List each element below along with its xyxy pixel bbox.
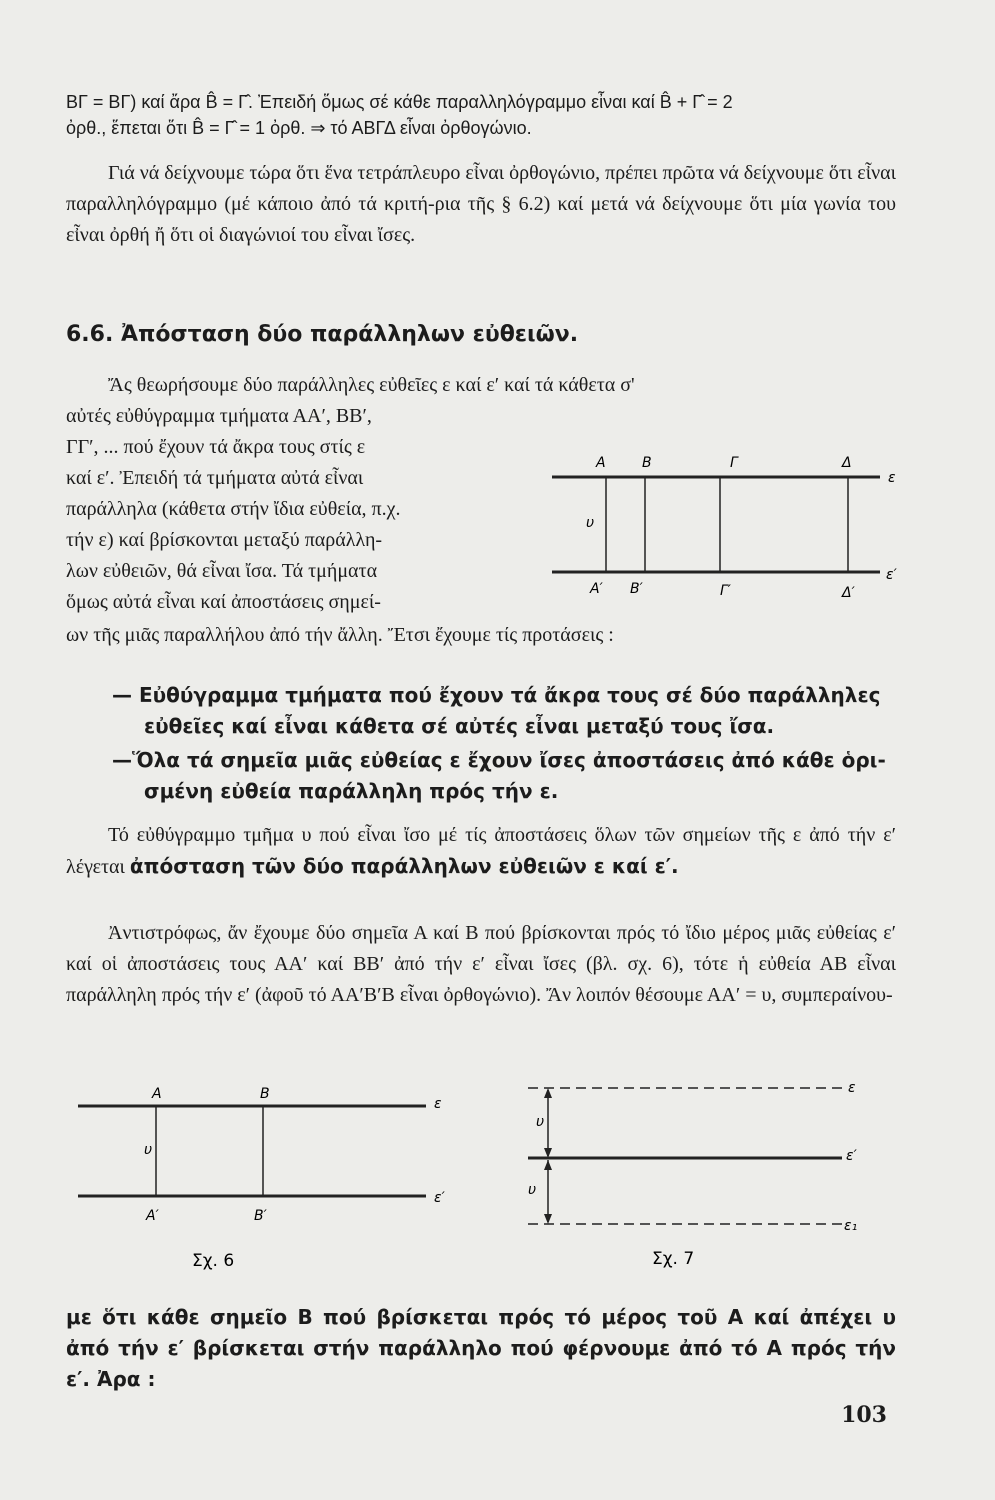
intro-line-5: παράλληλα (κάθετα στήν ἴδια εὐθεία, π.χ. (66, 498, 401, 520)
fig6-label-B-prime: Β′ (254, 1208, 267, 1224)
definition-term: ἀπόσταση τῶν δύο παράλληλων εὐθειῶν ε καί ε′. (129, 854, 679, 878)
fig6-label-A: Α (152, 1086, 162, 1102)
label-e-prime: ε′ (886, 567, 897, 583)
paragraph-conclusion: με ὅτι κάθε σημεῖο Β πού βρίσκεται πρός τό μέρος τοῦ Α καί ἀπέχει υ ἀπό τήν ε′ βρίσκεται στήν παράλληλο πού φέρνουμε ἀπό τό Α πρός τήν ε′. Ἀρα : (66, 1305, 896, 1391)
label-B: Β (642, 455, 652, 471)
label-A: Α (596, 455, 606, 471)
intro-line-2: αὐτές εὐθύγραμμα τμήματα ΑΑ′, ΒΒ′, (66, 405, 372, 427)
section-heading: 6.6. Ἀπόσταση δύο παράλληλων εὐθειῶν. (66, 322, 579, 347)
label-G: Γ (730, 455, 738, 471)
figure-7 (520, 1072, 880, 1272)
fig7-label-u-lower: υ (528, 1182, 537, 1198)
fig7-arrow-down-2 (544, 1214, 552, 1224)
intro-line-4: καί ε′. Ἐπειδή τά τμήματα αὐτά εἶναι (66, 467, 364, 489)
fig6-caption: Σχ. 6 (192, 1251, 235, 1271)
label-A-prime: Α′ (590, 581, 603, 597)
fig6-label-B: Β (260, 1086, 270, 1102)
intro-line-7: λων εὐθειῶν, θά εἶναι ἴσα. Τά τμήματα (66, 560, 378, 582)
fig7-arrow-up-2 (544, 1160, 552, 1170)
fig7-label-e-prime: ε′ (846, 1148, 857, 1164)
label-D: Δ (842, 455, 852, 471)
fig7-arrow-up-1 (544, 1088, 552, 1098)
intro-line-8: ὅμως αὐτά εἶναι καί ἀποστάσεις σημεί- (66, 591, 381, 613)
label-B-prime: Β′ (630, 581, 643, 597)
top-line-2: ὀρθ., ἕπεται ὅτι B̂ = Γ̂ = 1 ὀρθ. ⇒ τό ΑΒΓΔ εἶναι ὀρθογώνιο. (66, 118, 532, 138)
fig7-label-e: ε (848, 1080, 856, 1096)
figure-6 (70, 1080, 470, 1280)
intro-line-3: ΓΓ′, ... πού ἔχουν τά ἄκρα τους στίς ε (66, 436, 366, 458)
label-e: ε (888, 470, 896, 486)
intro-line-1: Ἄς θεωρήσουμε δύο παράλληλες εὐθεῖες ε καί ε′ καί τά κάθετα σ' (108, 374, 635, 396)
intro-line-6: τήν ε) καί βρίσκονται μεταξύ παράλλη- (66, 529, 383, 551)
intro-line-9: ων τῆς μιᾶς παραλλήλου ἀπό τήν ἄλλη. Ἔτσι ἔχουμε τίς προτάσεις : (66, 624, 614, 646)
page-number: 103 (841, 1402, 887, 1428)
definition-text: Τό εὐθύγραμμο τμῆμα υ πού εἶναι ἴσο μέ τίς ἀποστάσεις ὅλων τῶν σημείων τῆς ε ἀπό τήν ε′ λέγεται (66, 824, 896, 878)
fig7-label-u-upper: υ (536, 1114, 545, 1130)
label-G-prime: Γ′ (720, 583, 731, 599)
fig7-caption: Σχ. 7 (652, 1249, 695, 1269)
fig7-label-e1: ε₁ (844, 1218, 858, 1234)
paragraph-definition (66, 820, 896, 883)
paragraph-converse: Ἀντιστρόφως, ἄν ἔχουμε δύο σημεῖα Α καί Β πού βρίσκονται πρός τό ἴδιο μέρος μιᾶς εὐθείας ε′ καί οἱ ἀποστάσεις τους ΑΑ′ καί ΒΒ′ ἀπό τήν ε′ εἶναι ἴσες (βλ. σχ. 6), τότε ἡ εὐθεία ΑΒ εἶναι παράλληλη πρός τήν ε′ (ἀφοῦ τό ΑΑ′Β′Β εἶναι ὀρθογώνιο). Ἄν λοιπόν θέσουμε ΑΑ′ = υ, συμπεραίνου- (66, 922, 896, 1006)
label-u: υ (586, 515, 595, 531)
label-D-prime: Δ′ (842, 585, 855, 601)
parallel-lines-figure (540, 445, 910, 605)
fig6-label-e-prime: ε′ (434, 1190, 445, 1206)
fig6-label-A-prime: Α′ (146, 1208, 159, 1224)
top-line-1: ΒΓ = ΒΓ) καί ἄρα B̂ = Γ̂. Ἐπειδή ὅμως σέ κάθε παραλληλόγραμμο εἶναι καί B̂ + Γ̂ = 2 (66, 92, 733, 112)
fig6-label-u: υ (144, 1142, 153, 1158)
proposition-2: —Ὅλα τά σημεῖα μιᾶς εὐθείας ε ἔχουν ἴσες ἀποστάσεις ἀπό κάθε ὁρι-σμένη εὐθεία παράλληλη πρός τήν ε. (112, 748, 886, 803)
fig6-label-e: ε (434, 1096, 442, 1112)
paragraph-rectangle-criteria: Γιά νά δείχνουμε τώρα ὅτι ἕνα τετράπλευρο εἶναι ὀρθογώνιο, πρέπει πρῶτα νά δείχνουμε ὅτι εἶναι παραλληλόγραμμο (μέ κάποιο ἀπό τά κριτή-ρια τῆς § 6.2) καί μετά νά δείχνουμε ὅτι μία γωνία του εἶναι ὀρθή ἤ ὅτι οἱ διαγώνιοί του εἶναι ἴσες. (66, 162, 896, 246)
proposition-1: — Εὐθύγραμμα τμήματα πού ἔχουν τά ἄκρα τους σέ δύο παράλληλες εὐθεῖες καί εἶναι κάθετα σέ αὐτές εἶναι μεταξύ τους ἴσα. (112, 683, 881, 738)
